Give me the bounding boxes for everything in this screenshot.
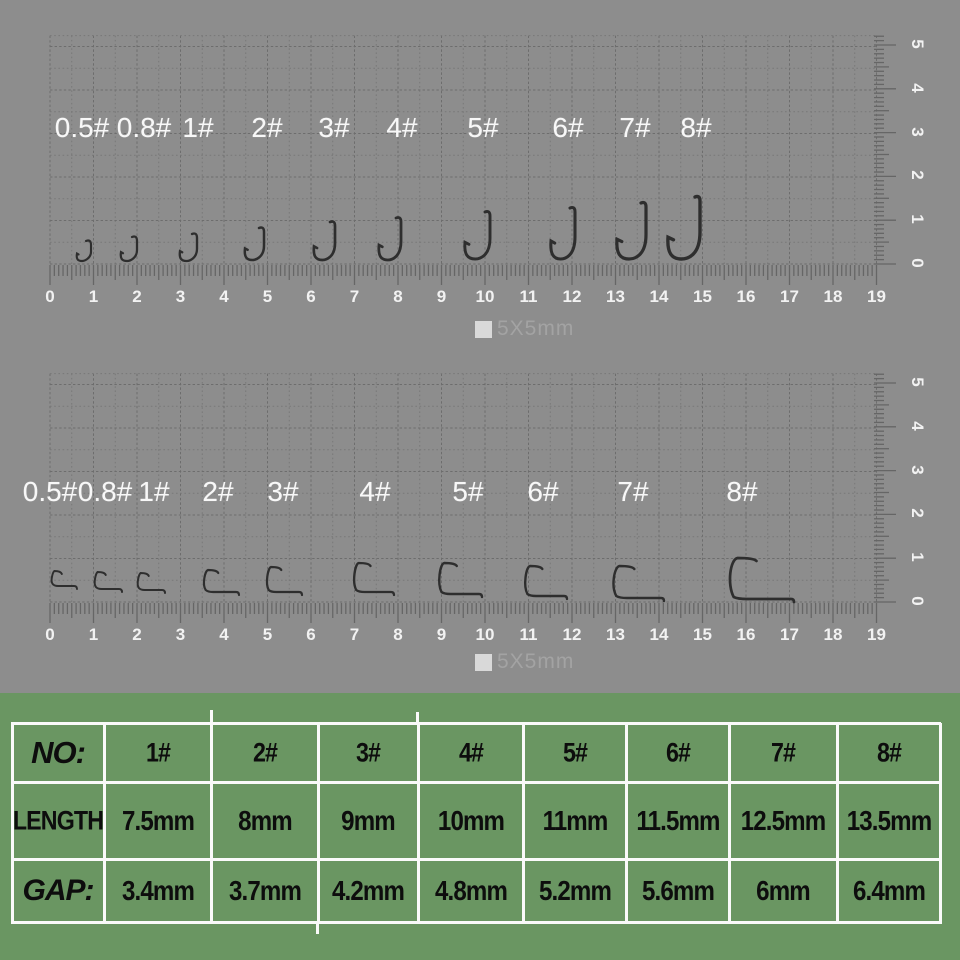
ruler-number: 1 — [88, 287, 99, 306]
table-cell-text: 8mm — [237, 804, 292, 836]
fishhooks-panel-1 — [77, 197, 700, 262]
scale-caption-2 — [475, 650, 574, 674]
hook-size-label: 3# — [318, 112, 350, 143]
table-cell-text: 7# — [770, 737, 796, 767]
scale-swatch-icon — [475, 654, 492, 671]
hook-size-label: 4# — [359, 476, 391, 507]
ruler-number: 10 — [475, 287, 495, 306]
fishhook-0.8 — [121, 237, 137, 262]
fishhook-3 — [314, 222, 335, 261]
vertical-ruler-number: 5 — [908, 377, 927, 387]
fishhook-0.5 — [77, 241, 91, 262]
ruler-number: 13 — [606, 287, 625, 306]
ruler-number: 8 — [393, 287, 403, 306]
ruler-number: 0 — [45, 625, 55, 644]
fishhook-2 — [204, 570, 239, 595]
vertical-ruler-2 — [874, 374, 896, 602]
ruler-number: 7 — [349, 625, 360, 644]
ruler-number: 14 — [649, 625, 669, 644]
hook-size-label: 3# — [267, 476, 299, 507]
ruler-number: 18 — [823, 625, 843, 644]
table-cell-text: 6.4mm — [852, 874, 925, 906]
ruler-number: 16 — [736, 625, 756, 644]
ruler-number: 4 — [219, 625, 229, 644]
hook-size-label: 0.5# — [54, 112, 110, 143]
ruler-number: 10 — [475, 625, 495, 644]
fishhook-6 — [525, 566, 567, 599]
table-row-header-text: GAP: — [22, 873, 94, 907]
hook-size-label: 8# — [726, 476, 758, 507]
ruler-number: 14 — [649, 287, 669, 306]
fishhook-4 — [354, 563, 394, 595]
table-cell-text: 4.8mm — [434, 874, 507, 906]
table-row-header-text: LENGTH — [12, 805, 104, 835]
vertical-ruler-1 — [874, 36, 896, 264]
ruler-number: 15 — [693, 625, 712, 644]
ruler-number: 17 — [780, 287, 799, 306]
scale-swatch-icon — [475, 321, 492, 338]
table-cell-text: 2# — [252, 737, 277, 767]
hook-size-label: 2# — [202, 476, 234, 507]
table-cell-text: 5# — [562, 737, 587, 767]
ruler-number: 5 — [262, 287, 273, 306]
ruler-number: 5 — [262, 625, 273, 644]
scale-caption-text: 5X5mm — [497, 650, 575, 673]
fishhooks-panel-2 — [52, 558, 794, 602]
hook-size-label: 7# — [619, 112, 651, 143]
vertical-ruler-number: 2 — [908, 170, 927, 181]
ruler-number: 3 — [175, 625, 186, 644]
table-cell-text: 3.7mm — [228, 874, 301, 906]
table-cell-text: 3.4mm — [121, 874, 194, 906]
scale-caption-text: 5X5mm — [497, 317, 575, 340]
ruler-number: 9 — [436, 625, 447, 644]
fishhook-0.8 — [95, 572, 122, 592]
vertical-ruler-number: 1 — [908, 214, 927, 224]
scale-caption-1 — [475, 317, 574, 341]
ruler-number: 15 — [693, 287, 712, 306]
table-cell-text: 3# — [355, 737, 381, 767]
hook-size-label: 6# — [552, 112, 584, 143]
table-cell-text: 9mm — [341, 804, 395, 836]
ruler-number: 8 — [393, 625, 403, 644]
ruler-number: 6 — [306, 287, 316, 306]
table-cell-text: 11mm — [542, 804, 607, 836]
table-cell-text: 11.5mm — [635, 804, 720, 836]
table-cell-text: 10mm — [437, 804, 504, 836]
table-cell-text: 5.6mm — [641, 874, 714, 906]
table-row-header-text: NO: — [31, 734, 85, 770]
hook-size-label: 1# — [182, 112, 214, 143]
ruler-number: 3 — [175, 287, 186, 306]
ruler-number: 19 — [867, 625, 886, 644]
table-cell-text: 8# — [876, 737, 901, 767]
table-cell-text: 7.5mm — [121, 804, 194, 836]
vertical-ruler-number: 1 — [908, 552, 927, 562]
fishhook-1 — [180, 234, 197, 262]
ruler-number: 4 — [219, 287, 229, 306]
hook-size-label: 5# — [452, 476, 484, 507]
fishhook-7 — [614, 566, 664, 601]
ruler-number: 2 — [132, 625, 142, 644]
hook-size-label: 8# — [680, 112, 712, 143]
fishhook-5 — [465, 212, 490, 260]
vertical-ruler-number: 3 — [908, 126, 927, 137]
fishhook-8 — [668, 197, 700, 260]
horizontal-ruler-2 — [50, 603, 877, 623]
ruler-number: 16 — [736, 287, 756, 306]
ruler-number: 7 — [349, 287, 360, 306]
hook-size-label: 7# — [617, 476, 649, 507]
hook-size-label: 0.8# — [77, 476, 133, 507]
hook-size-label: 4# — [386, 112, 418, 143]
vertical-ruler-number: 0 — [908, 596, 927, 606]
fishhook-3 — [267, 567, 302, 595]
hook-size-label: 6# — [527, 476, 559, 507]
table-cell-text: 4.2mm — [332, 874, 404, 906]
fishhook-6 — [551, 208, 575, 260]
table-cell-text: 1# — [145, 737, 170, 767]
hook-size-label: 1# — [138, 476, 170, 507]
table-cell-text: 4# — [458, 737, 483, 767]
vertical-ruler-number: 0 — [908, 258, 927, 268]
ruler-number: 18 — [823, 287, 843, 306]
ruler-number: 13 — [606, 625, 625, 644]
horizontal-ruler-1 — [50, 265, 877, 285]
fishhook-2 — [245, 228, 264, 261]
ruler-number: 2 — [132, 287, 142, 306]
fishhook-1 — [138, 573, 165, 593]
table-cell-text: 5.2mm — [538, 874, 611, 906]
table-cell-text: 6mm — [756, 874, 810, 906]
ruler-number: 19 — [867, 287, 886, 306]
ruler-number: 6 — [306, 625, 316, 644]
grid-panel-1 — [50, 36, 877, 264]
hook-size-label: 5# — [467, 112, 499, 143]
vertical-ruler-number: 2 — [908, 508, 927, 519]
ruler-number: 11 — [519, 625, 538, 644]
ruler-number: 9 — [436, 287, 447, 306]
hook-size-label: 0.5# — [22, 476, 78, 507]
ruler-number: 1 — [88, 625, 99, 644]
vertical-ruler-number: 3 — [908, 464, 927, 475]
vertical-ruler-number: 4 — [908, 83, 927, 93]
vertical-ruler-number: 5 — [908, 39, 927, 49]
table-cell-text: 12.5mm — [740, 804, 826, 836]
ruler-number: 17 — [780, 625, 799, 644]
fishhook-7 — [617, 203, 646, 260]
ruler-number: 0 — [45, 287, 55, 306]
ruler-number: 11 — [519, 287, 538, 306]
ruler-number: 12 — [562, 287, 582, 306]
ruler-number: 12 — [562, 625, 582, 644]
table-cell-text: 13.5mm — [846, 804, 931, 836]
hook-size-label: 2# — [251, 112, 283, 143]
hook-size-label: 0.8# — [116, 112, 172, 143]
table-cell-text: 6# — [665, 737, 690, 767]
vertical-ruler-number: 4 — [908, 421, 927, 431]
